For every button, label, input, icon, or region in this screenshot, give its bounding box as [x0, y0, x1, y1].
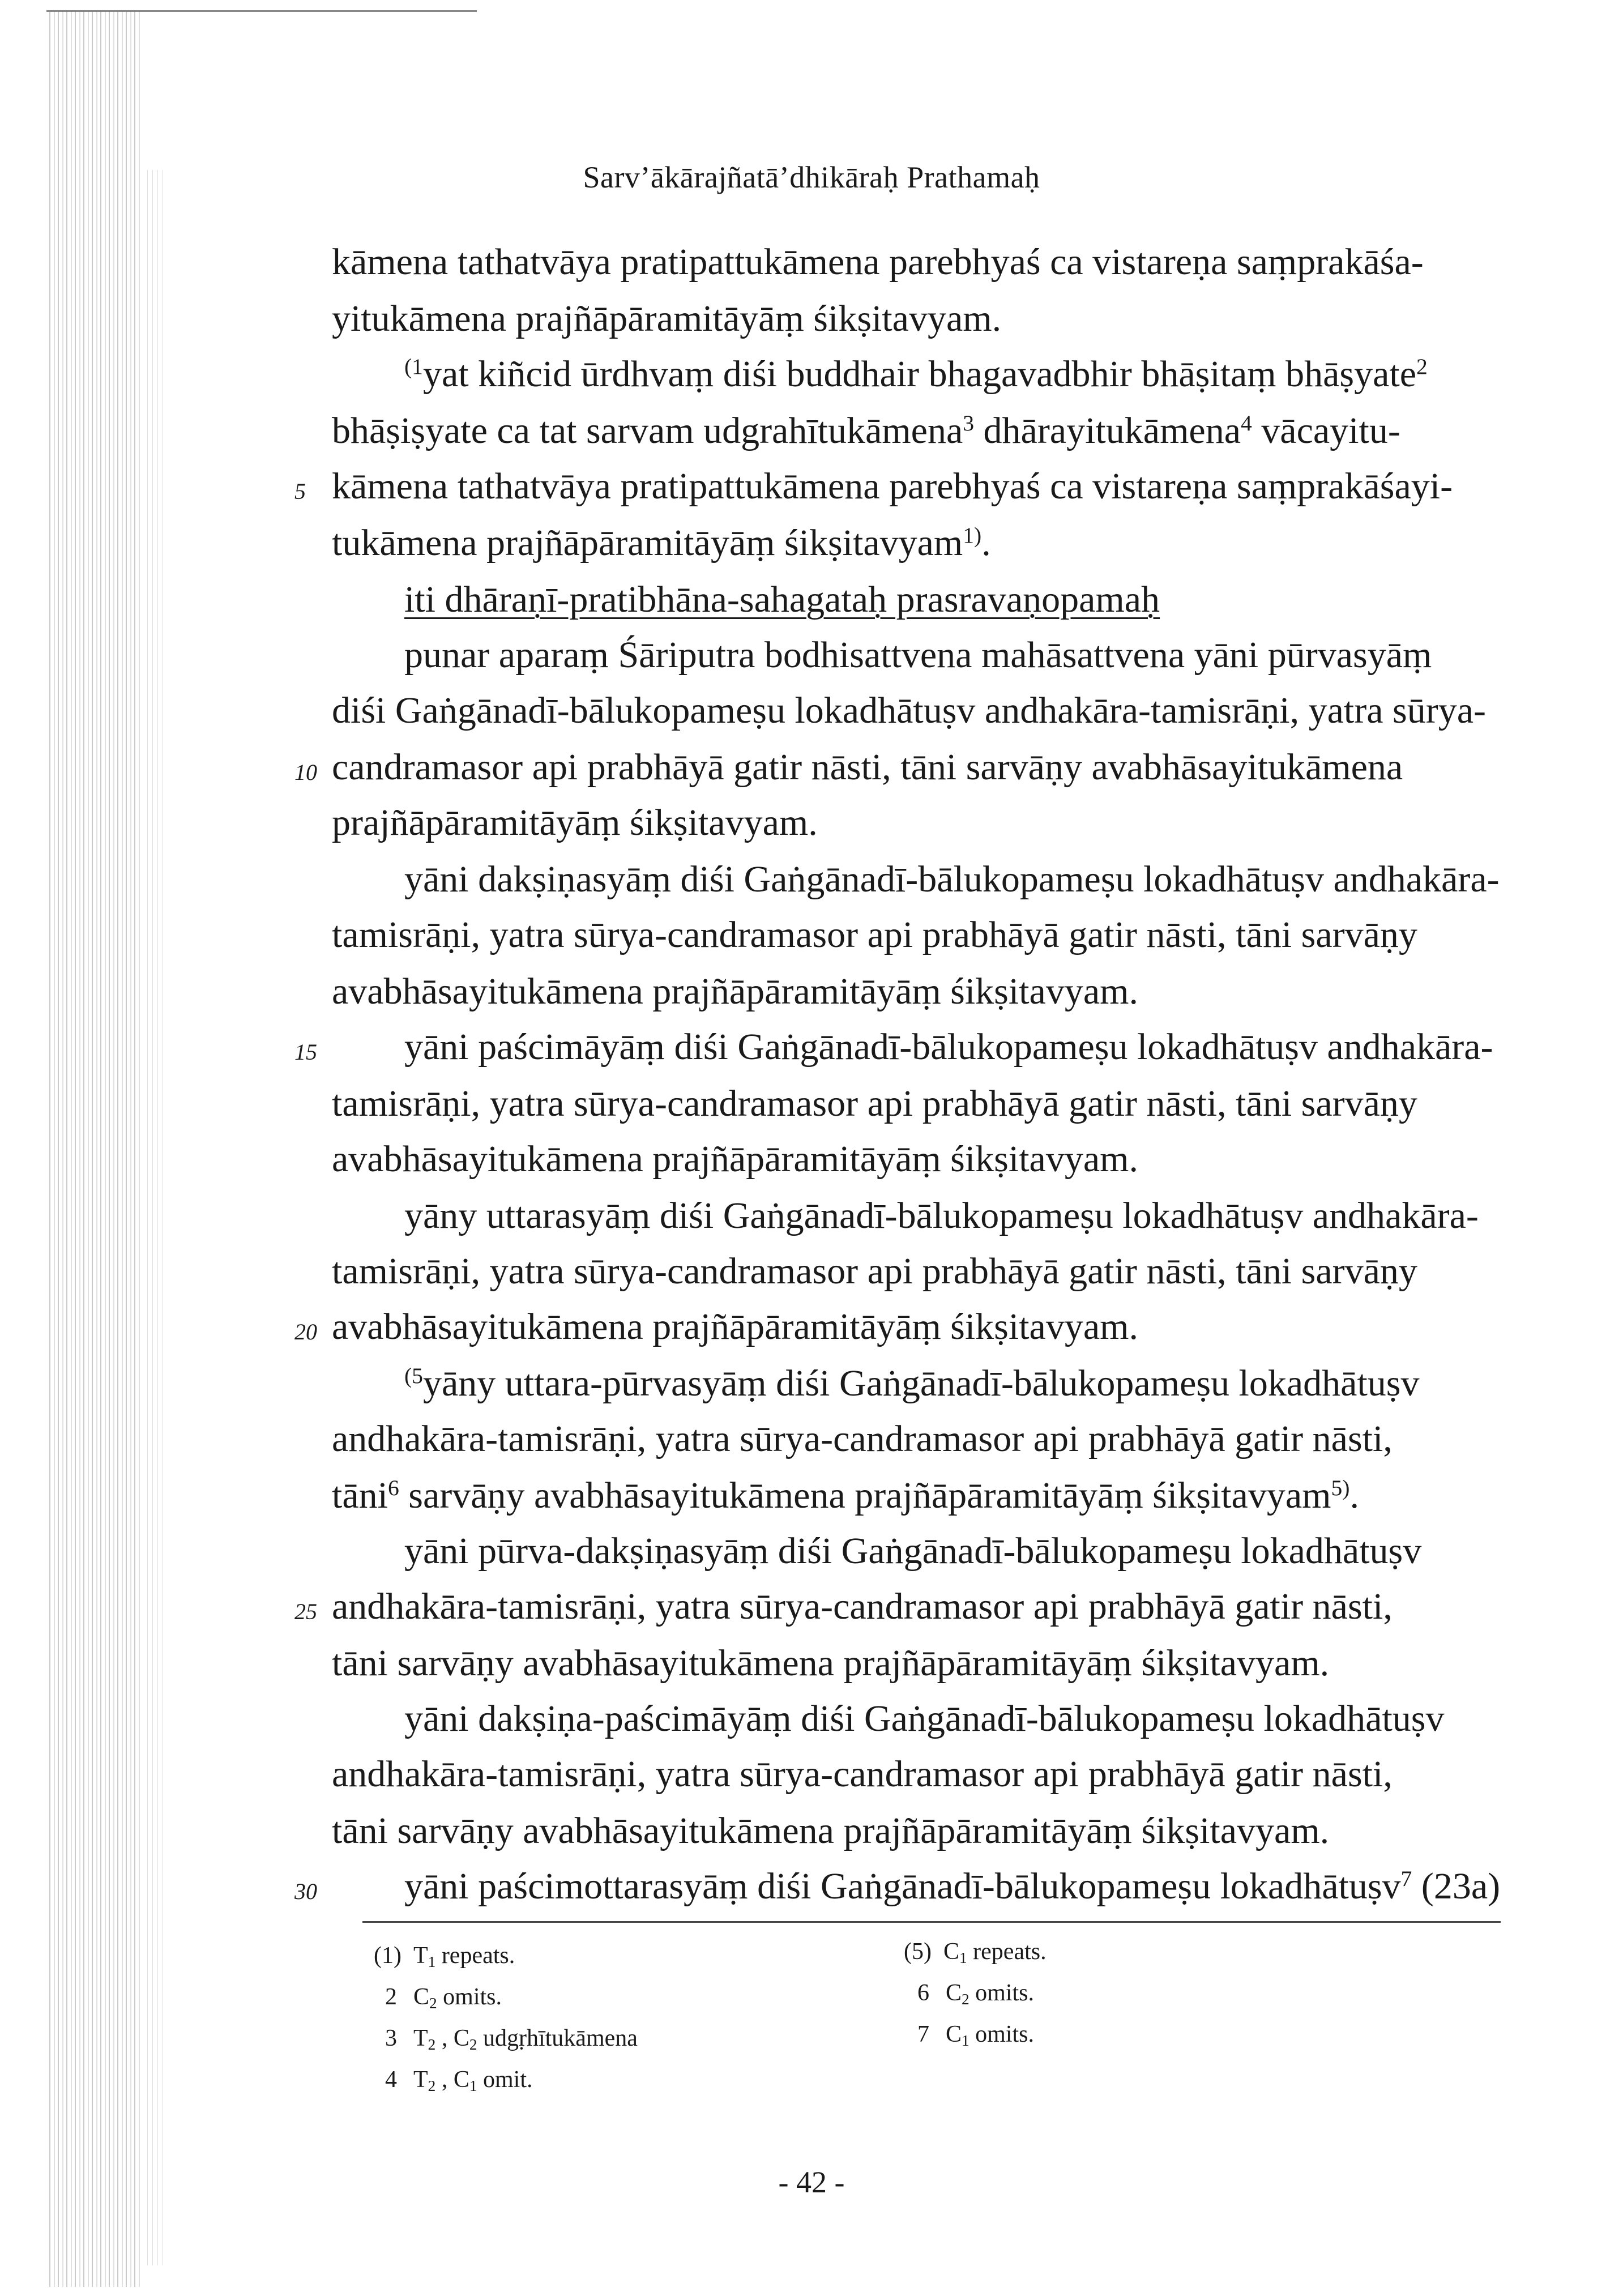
text-line: yāni dakṣiṇa-paścimāyāṃ diśi Gaṅgānadī-bālukopameṣu lokadhātuṣv	[404, 1698, 1445, 1739]
footnote-marker: (5	[404, 1363, 423, 1389]
text-line: avabhāsayitukāmena prajñāpāramitāyāṃ śikṣitavyam.	[332, 1138, 1138, 1180]
line-number: 15	[294, 1039, 317, 1065]
footnote-marker: 5)	[1331, 1475, 1350, 1501]
scan-binding-shadow-faint	[143, 170, 165, 2265]
text-line: punar aparaṃ Śāriputra bodhisattvena mahāsattvena yāni pūrvasyāṃ	[404, 634, 1432, 676]
text-line: prajñāpāramitāyāṃ śikṣitavyam.	[332, 802, 818, 843]
text-line: yāni paścimāyāṃ diśi Gaṅgānadī-bālukopameṣu lokadhātuṣv andhakāra-	[404, 1026, 1493, 1068]
text-line: tamisrāṇi, yatra sūrya-candramasor api prabhāyā gatir nāsti, tāni sarvāṇy	[332, 1251, 1417, 1292]
text-line: $^{(5}$yāny uttara-pūrvasyāṃ diśi Gaṅgānadī-bālukopameṣu lokadhātuṣv	[404, 1363, 1420, 1404]
footnote-marker: 4	[1241, 411, 1252, 436]
text-line: yitukāmena prajñāpāramitāyāṃ śikṣitavyam.	[332, 298, 1002, 339]
footnote: 3 $T_2$ , $C_2$ udgṛhītukāmena	[385, 2025, 638, 2053]
footnote-marker: 7	[1400, 1866, 1412, 1892]
footnote: 2 $C_2$ omits.	[385, 1984, 502, 2012]
text-line: candramasor api prabhāyā gatir nāsti, tāni sarvāṇy avabhāsayitukāmena	[332, 746, 1403, 788]
running-head: Sarv’ākārajñatā’dhikāraḥ Prathamaḥ	[583, 160, 1040, 194]
scan-binding-shadow	[46, 10, 143, 2287]
footnote-rule	[362, 1921, 1501, 1923]
footnote: 6 $C_2$ omits.	[917, 1980, 1035, 2008]
text-line: tāni sarvāṇy avabhāsayitukāmena prajñāpāramitāyāṃ śikṣitavyam.	[332, 1810, 1330, 1851]
text-line: tamisrāṇi, yatra sūrya-candramasor api prabhāyā gatir nāsti, tāni sarvāṇy	[332, 1083, 1417, 1124]
text-line: tāni$^6$ sarvāṇy avabhāsayitukāmena prajñāpāramitāyāṃ śikṣitavyam$^{5)}$.	[332, 1475, 1359, 1516]
footnote: (5) $C_1$ repeats.	[904, 1939, 1047, 1966]
section-heading: iti dhāraṇī-pratibhāna-sahagataḥ prasravaṇopamaḥ	[404, 579, 1160, 620]
footnote: 4 $T_2$ , $C_1$ omit.	[385, 2067, 533, 2094]
footnote-marker: 6	[387, 1475, 399, 1501]
text-line: avabhāsayitukāmena prajñāpāramitāyāṃ śikṣitavyam.	[332, 971, 1138, 1012]
line-number: 30	[294, 1879, 317, 1904]
text-line: tamisrāṇi, yatra sūrya-candramasor api prabhāyā gatir nāsti, tāni sarvāṇy	[332, 914, 1417, 955]
text-line: yāni dakṣiṇasyāṃ diśi Gaṅgānadī-bālukopameṣu lokadhātuṣv andhakāra-	[404, 859, 1500, 900]
text-line: tukāmena prajñāpāramitāyāṃ śikṣitavyam$^{1)}$.	[332, 522, 991, 564]
line-number: 5	[294, 479, 306, 504]
footnote-marker: 3	[963, 411, 975, 436]
text-line: yāny uttarasyāṃ diśi Gaṅgānadī-bālukopameṣu lokadhātuṣv andhakāra-	[404, 1195, 1479, 1236]
text-line: avabhāsayitukāmena prajñāpāramitāyāṃ śikṣitavyam.	[332, 1306, 1138, 1347]
text-line: kāmena tathatvāya pratipattukāmena parebhyaś ca vistareṇa saṃprakāśa-	[332, 241, 1424, 283]
text-line: andhakāra-tamisrāṇi, yatra sūrya-candramasor api prabhāyā gatir nāsti,	[332, 1586, 1393, 1627]
text-line: kāmena tathatvāya pratipattukāmena parebhyaś ca vistareṇa saṃprakāśayi-	[332, 466, 1453, 507]
text-line: tāni sarvāṇy avabhāsayitukāmena prajñāpāramitāyāṃ śikṣitavyam.	[332, 1642, 1330, 1684]
text-line: $^{(1}$yat kiñcid ūrdhvaṃ diśi buddhair bhagavadbhir bhāṣitaṃ bhāṣyate$^2$	[404, 353, 1428, 395]
text-line: andhakāra-tamisrāṇi, yatra sūrya-candramasor api prabhāyā gatir nāsti,	[332, 1418, 1393, 1459]
footnote-marker: (1	[404, 354, 423, 379]
text-line: yāni paścimottarasyāṃ diśi Gaṅgānadī-bālukopameṣu lokadhātuṣv$^7$ (23a)	[404, 1866, 1501, 1907]
scan-top-edge	[46, 10, 477, 12]
text-line: yāni pūrva-dakṣiṇasyāṃ diśi Gaṅgānadī-bālukopameṣu lokadhātuṣv	[404, 1530, 1422, 1572]
line-number: 10	[294, 759, 317, 785]
page-number: - 42 -	[778, 2165, 845, 2199]
footnote: (1) $T_1$ repeats.	[374, 1943, 515, 1970]
line-number: 20	[294, 1319, 317, 1345]
text-line: andhakāra-tamisrāṇi, yatra sūrya-candramasor api prabhāyā gatir nāsti,	[332, 1753, 1393, 1795]
footnote-marker: 2	[1416, 354, 1428, 379]
footnote: 7 $C_1$ omits.	[917, 2021, 1035, 2049]
footnote-marker: 1)	[963, 523, 982, 548]
text-line: diśi Gaṅgānadī-bālukopameṣu lokadhātuṣv andhakāra-tamisrāṇi, yatra sūrya-	[332, 690, 1486, 731]
line-number: 25	[294, 1599, 317, 1624]
text-line: bhāṣiṣyate ca tat sarvam udgrahītukāmena$^3$ dhārayitukāmena$^4$ vācayitu-	[332, 410, 1400, 451]
